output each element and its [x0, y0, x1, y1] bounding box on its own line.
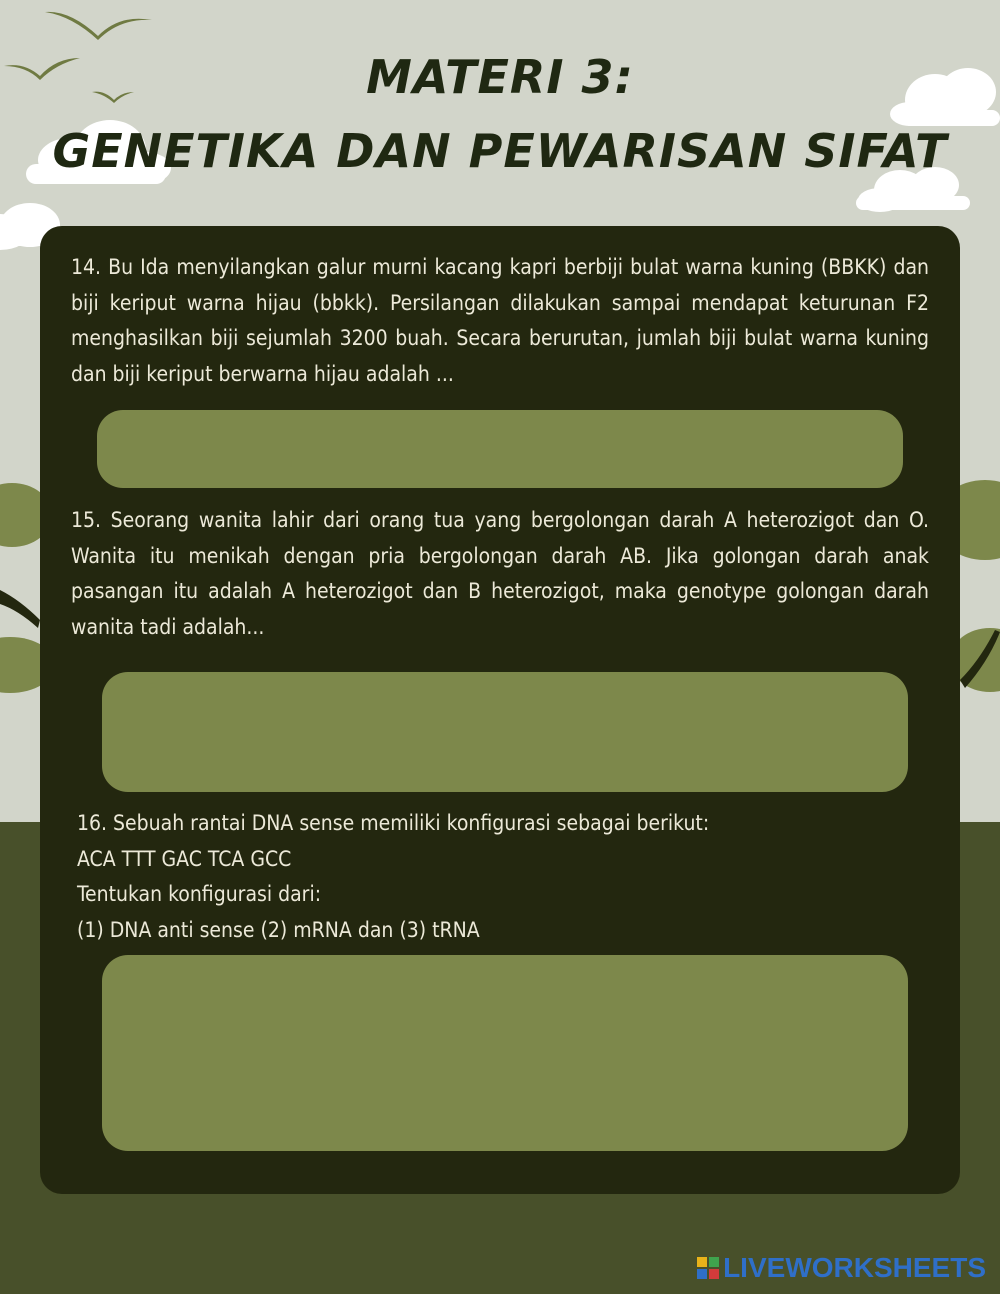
tree-branch	[0, 590, 40, 628]
question-14	[71, 250, 929, 392]
question-16-line-3: Tentukan konfigurasi dari:	[77, 882, 322, 906]
question-16-line-4: (1) DNA anti sense (2) mRNA dan (3) tRNA	[77, 917, 480, 942]
question-16	[77, 806, 917, 948]
page-title-line-2: GENETIKA DAN PEWARISAN SIFAT	[52, 124, 948, 178]
question-16-line-1: 16. Sebuah rantai DNA sense memiliki konfigurasi sebagai berikut:	[77, 811, 710, 835]
answer-box-14[interactable]	[97, 410, 903, 488]
question-15	[71, 503, 929, 645]
question-14-text: 14. Bu Ida menyilangkan galur murni kacang kapri berbiji bulat warna kuning (BBKK) dan biji keriput warna hijau (bbkk). Persilangan dilakukan sampai mendapat keturunan F2 menghasilkan biji sejumlah 3200 buah. Secara berurutan, jumlah biji bulat warna kuning dan biji keriput berwarna hijau adalah ...	[71, 255, 929, 386]
answer-box-16[interactable]	[102, 955, 908, 1151]
page-title-line-1: MATERI 3:	[366, 50, 634, 104]
question-15-text: 15. Seorang wanita lahir dari orang tua yang bergolongan darah A heterozigot dan O. Wanita itu menikah dengan pria bergolongan darah AB. Jika golongan darah anak pasangan itu adalah A heterozigot dan B heterozigot, maka genotype golongan darah wanita tadi adalah...	[71, 508, 929, 639]
logo-text: LIVEWORKSHEETS	[723, 1252, 986, 1283]
answer-box-15[interactable]	[102, 672, 908, 792]
liveworksheets-logo-icon	[697, 1257, 719, 1279]
bird-icon	[45, 12, 152, 40]
liveworksheets-logo[interactable]	[697, 1250, 986, 1286]
question-16-line-2: ACA TTT GAC TCA GCC	[77, 846, 292, 871]
